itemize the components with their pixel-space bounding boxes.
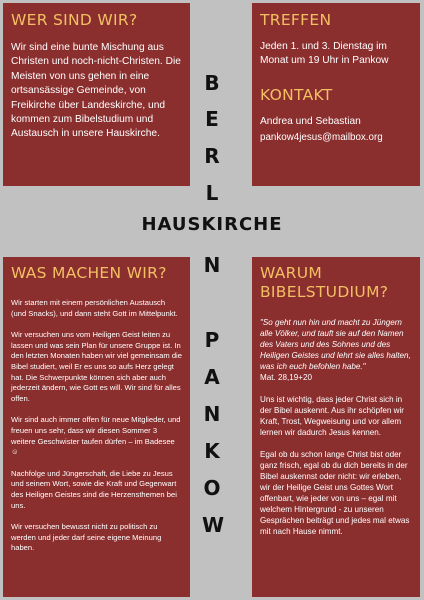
wer-sind-wir-heading: WER SIND WIR? [11, 11, 138, 29]
bible-quote: "So geht nun hin und macht zu Jüngern alle Völker, und tauft sie auf den Namen des Vaters und des Sohnes und des Heiligen Geistes und lehrt sie alles halten, was ich euch befohlen habe." [260, 318, 411, 371]
pankow-letter-o: O [203, 476, 221, 500]
pankow-letter-a: A [204, 365, 220, 389]
was-machen-wir-heading: WAS MACHEN WIR? [11, 264, 167, 282]
hauskirche-title: HAUSKIRCHE [141, 214, 283, 235]
pankow-letter-p: P [204, 328, 220, 352]
berlin-letter-l: L [205, 181, 219, 205]
warum-heading-line1: WARUM [260, 264, 323, 282]
was-paragraph: Wir starten mit einem persönlichen Austausch (und Snacks), und dann steht Gott im Mittelpunkt. [11, 298, 178, 318]
was-paragraph: Wir versuchen uns vom Heiligen Geist leiten zu lassen und was sein Plan für unsere Gruppe ist. In den letzten Monaten haben wir viel gemeinsam die Bibel studiert, weil Er es uns so aufs Herz gelegt hat. Die Schwerpunkte können sich aber auch jederzeit ändern, wie Gott es will. Wir sind für alles offen. [11, 330, 182, 403]
warum-paragraph: Egal ob du schon lange Christ bist oder ganz frisch, egal ob du dich bereits in der Bibel auskennst oder nicht: wir erleben, wir der Heilige Geist uns Gottes Wort offenbart, wie jeder von uns – egal mit welchem Hintergrund - zu unseren Gesprächen beiträgt und jedes mal etwas mit nach Hause nimmt. [260, 450, 410, 536]
was-paragraph: Wir versuchen bewusst nicht zu politisch zu werden und jeder darf seine eigene Meinung haben. [11, 522, 162, 553]
was-paragraph: Wir sind auch immer offen für neue Mitglieder, und freuen uns sehr, dass wir diesen Sommer 3 weitere Geschwister taufen dürfen – im Badesee ☺ [11, 415, 181, 457]
was-machen-wir-panel [3, 257, 190, 597]
warum-heading-line2: BIBELSTUDIUM? [260, 283, 389, 301]
treffen-text: Jeden 1. und 3. Dienstag im Monat um 19 Uhr in Pankow [260, 41, 389, 67]
warum-bibelstudium-panel [252, 257, 420, 597]
kontakt-names: Andrea und Sebastian [260, 115, 361, 127]
pankow-letter-w: W [202, 513, 225, 537]
was-paragraph: Nachfolge und Jüngerschaft, die Liebe zu Jesus und seinem Wort, sowie die Kraft und Gegenwart des Heiligen Geistes sind die Herzensthemen bei uns. [11, 468, 177, 510]
pankow-letter-n: N [203, 402, 221, 426]
kontakt-heading: KONTAKT [260, 85, 333, 104]
wer-sind-wir-text: Wir sind eine bunte Mischung aus Christen und noch-nicht-Christen. Die Meisten von uns gehen in eine ortsansässige Gemeinde, von Freikirche über Landeskirche, und kommen zum Bibelstudium und Austausch in unsere Hauskirche. [11, 42, 181, 140]
wer-sind-wir-panel [3, 3, 190, 186]
pankow-letter-k: K [204, 439, 220, 463]
treffen-heading: TREFFEN [260, 11, 332, 29]
kontakt-email[interactable]: pankow4jesus@mailbox.org [260, 132, 383, 144]
berlin-letter-r: R [204, 144, 220, 168]
berlin-letter-n: N [203, 253, 221, 277]
warum-paragraph: Uns ist wichtig, dass jeder Christ sich in der Bibel auskennt. Aus ihr schöpfen wir Kraft, Trost, Wegweisung und vor allem lernen wir dadurch Jesus kennen. [260, 395, 404, 437]
treffen-kontakt-panel [252, 3, 420, 186]
berlin-letter-e: E [205, 107, 219, 131]
berlin-letter-b: B [204, 71, 220, 95]
bible-reference: Mat. 28,19+20 [260, 373, 312, 382]
